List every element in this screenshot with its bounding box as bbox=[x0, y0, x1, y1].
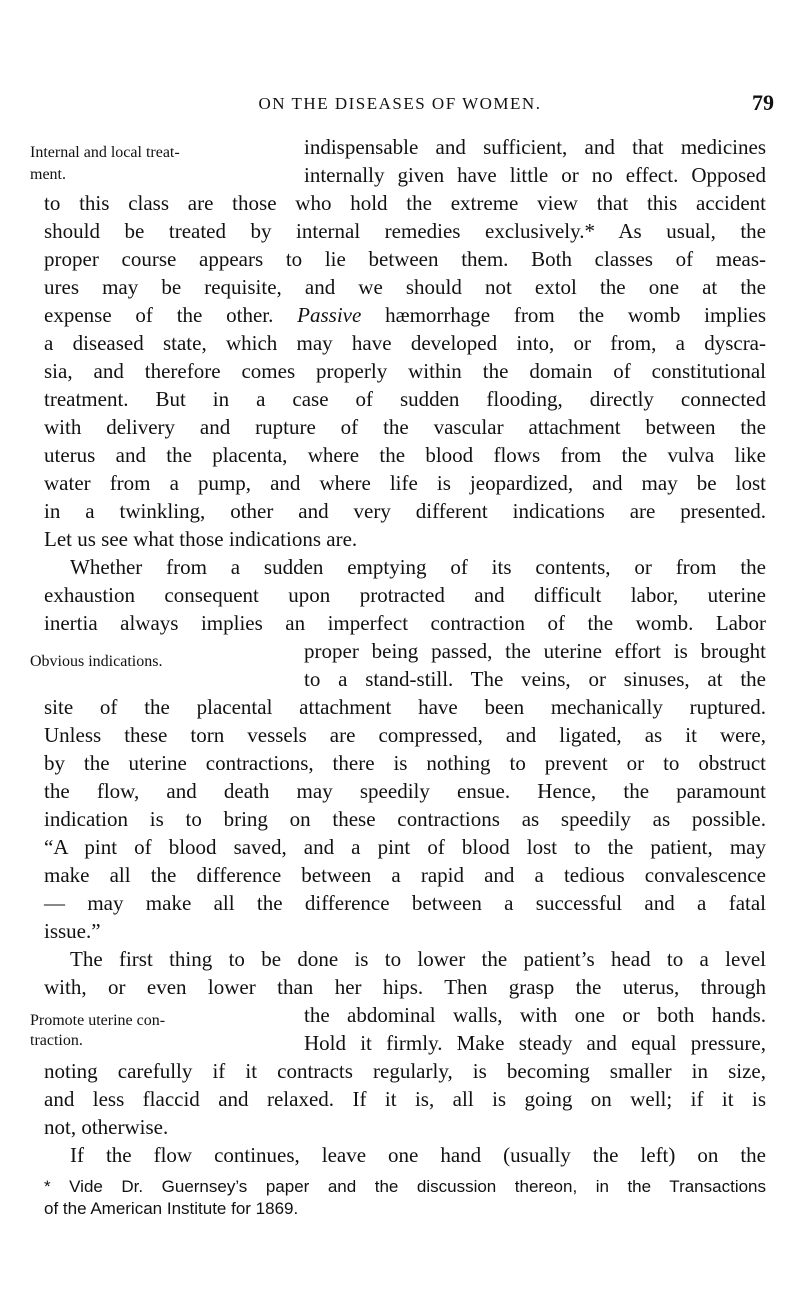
body-line: the abdominal walls, with one or both hands. bbox=[304, 1003, 766, 1027]
body-line: water from a pump, and where life is jeopardized, and may be lost bbox=[44, 471, 766, 495]
body-line: and less flaccid and relaxed. If it is, all is going on well; if it is bbox=[44, 1087, 766, 1111]
body-line: a diseased state, which may have developed into, or from, a dyscra- bbox=[44, 331, 766, 355]
body-line: “A pint of blood saved, and a pint of blood lost to the patient, may bbox=[44, 835, 766, 859]
italic-term: Passive bbox=[297, 303, 362, 327]
body-text: expense of the other. bbox=[44, 303, 298, 327]
body-line: noting carefully if it contracts regularly, is becoming smaller in size, bbox=[44, 1059, 766, 1083]
margin-note-obvious-indications: Obvious indications. bbox=[30, 653, 163, 670]
body-line: not, otherwise. bbox=[44, 1115, 169, 1139]
body-line: Whether from a sudden emptying of its contents, or from the bbox=[70, 555, 766, 579]
body-line: indication is to bring on these contractions as speedily as possible. bbox=[44, 807, 766, 831]
body-line: exhaustion consequent upon protracted and difficult labor, uterine bbox=[44, 583, 766, 607]
body-line: — may make all the difference between a successful and a fatal bbox=[44, 891, 766, 915]
body-text: hæmorrhage from the womb implies bbox=[361, 303, 766, 327]
body-line: with, or even lower than her hips. Then grasp the uterus, through bbox=[44, 975, 766, 999]
body-line: to this class are those who hold the extreme view that this accident bbox=[44, 191, 766, 215]
body-line: sia, and therefore comes properly within the domain of constitutional bbox=[44, 359, 766, 383]
margin-note-internal-treatment-line2: ment. bbox=[30, 166, 66, 183]
body-line: indispensable and sufficient, and that medicines bbox=[304, 135, 766, 159]
body-line: internally given have little or no effect. Opposed bbox=[304, 163, 766, 187]
margin-note-internal-treatment-line1: Internal and local treat- bbox=[30, 144, 180, 161]
body-line: uterus and the placenta, where the blood flows from the vulva like bbox=[44, 443, 766, 467]
body-line: by the uterine contractions, there is nothing to prevent or to obstruct bbox=[44, 751, 766, 775]
margin-note-promote-contraction-line1: Promote uterine con- bbox=[30, 1012, 166, 1029]
body-line: site of the placental attachment have been mechanically ruptured. bbox=[44, 695, 766, 719]
footnote-line2: of the American Institute for 1869. bbox=[44, 1199, 299, 1218]
body-line: The first thing to be done is to lower the patient’s head to a level bbox=[70, 947, 766, 971]
body-line: make all the difference between a rapid and a tedious convalescence bbox=[44, 863, 766, 887]
body-line: issue.” bbox=[44, 919, 101, 943]
body-line: proper being passed, the uterine effort is brought bbox=[304, 639, 766, 663]
body-line bbox=[44, 300, 766, 330]
body-line: treatment. But in a case of sudden flooding, directly connected bbox=[44, 387, 766, 411]
body-line: Hold it firmly. Make steady and equal pressure, bbox=[304, 1031, 766, 1055]
body-line: proper course appears to lie between them. Both classes of meas- bbox=[44, 247, 766, 271]
body-line: inertia always implies an imperfect contraction of the womb. Labor bbox=[44, 611, 766, 635]
body-line: with delivery and rupture of the vascular attachment between the bbox=[44, 415, 766, 439]
body-line: to a stand-still. The veins, or sinuses, at the bbox=[304, 667, 766, 691]
body-line: Unless these torn vessels are compressed, and ligated, as it were, bbox=[44, 723, 766, 747]
body-line: ures may be requisite, and we should not extol the one at the bbox=[44, 275, 766, 299]
margin-note-promote-contraction-line2: traction. bbox=[30, 1032, 83, 1049]
body-line: should be treated by internal remedies exclusively.* As usual, the bbox=[44, 219, 766, 243]
running-title: ON THE DISEASES OF WOMEN. bbox=[258, 94, 542, 113]
page-number: 79 bbox=[752, 90, 774, 115]
body-line: the flow, and death may speedily ensue. Hence, the paramount bbox=[44, 779, 766, 803]
body-line: Let us see what those indications are. bbox=[44, 527, 358, 551]
page-header bbox=[0, 90, 800, 116]
body-line: in a twinkling, other and very different indications are presented. bbox=[44, 499, 766, 523]
footnote-line1: * Vide Dr. Guernsey’s paper and the discussion thereon, in the Transactions bbox=[44, 1177, 766, 1196]
body-line: If the flow continues, leave one hand (usually the left) on the bbox=[70, 1143, 766, 1167]
